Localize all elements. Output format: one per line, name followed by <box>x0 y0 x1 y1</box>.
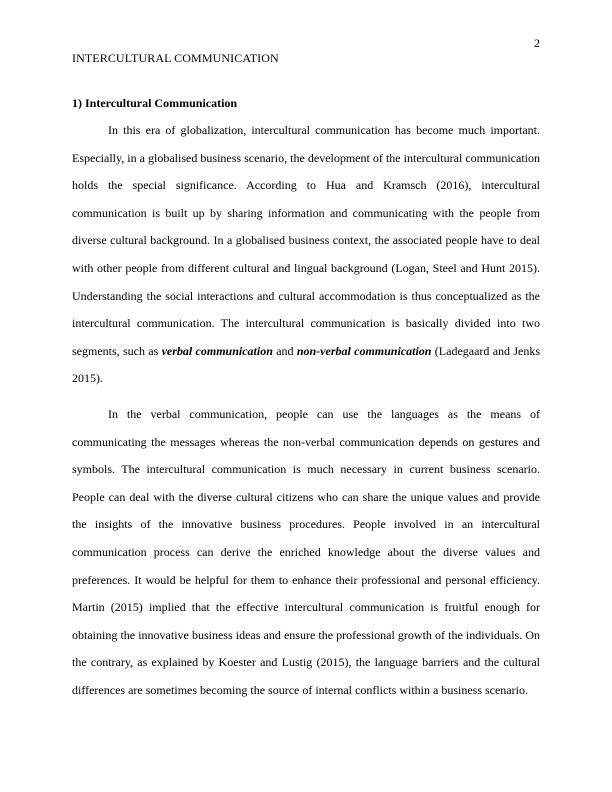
section-heading: 1) Intercultural Communication <box>72 96 238 110</box>
verbal-communication-term: verbal communication <box>161 343 273 358</box>
page-number: 2 <box>534 36 540 50</box>
paragraph-1 <box>72 117 540 393</box>
paragraph-2: In the verbal communication, people can use the languages as the means of communicating the messages whereas the non-verbal communication depends on gestures and symbols. The intercultural communication is much necessary in current business scenario. People can deal with the diverse cultural citizens who can share the unique values and provide the insights of the innovative business procedures. People involved in an intercultural communication process can derive the enriched knowledge about the diverse values and preferences. It would be helpful for them to enhance their professional and personal efficiency. Martin (2015) implied that the effective intercultural communication is fruitful enough for obtaining the innovative business ideas and ensure the professional growth of the individuals. On the contrary, as explained by Koester and Lustig (2015), the language barriers and the cultural differences are sometimes becoming the source of internal conflicts within a business scenario. <box>72 406 540 697</box>
paragraph-1-text-b: and <box>272 343 297 358</box>
document-body <box>72 93 540 704</box>
non-verbal-communication-term: non-verbal communication <box>296 343 432 358</box>
running-head: INTERCULTURAL COMMUNICATION <box>72 51 279 65</box>
paragraph-1-text-c: (Ladegaard and Jenks 2015). <box>72 343 541 386</box>
paragraph-1-text-a: In this era of globalization, intercultural communication has become much important. Especially, in a globalised business scenario, the development of the intercultural communication holds the special significance. According to Hua and Kramsch (2016), intercultural communication is built up by sharing information and communicating with the people from diverse cultural background. In a globalised business context, the associated people have to deal with other people from different cultural and lingual background (Logan, Steel and Hunt 2015). Understanding the social interactions and cultural accommodation is thus conceptualized as the intercultural communication. The intercultural communication is basically divided into two segments, such as <box>72 123 540 358</box>
